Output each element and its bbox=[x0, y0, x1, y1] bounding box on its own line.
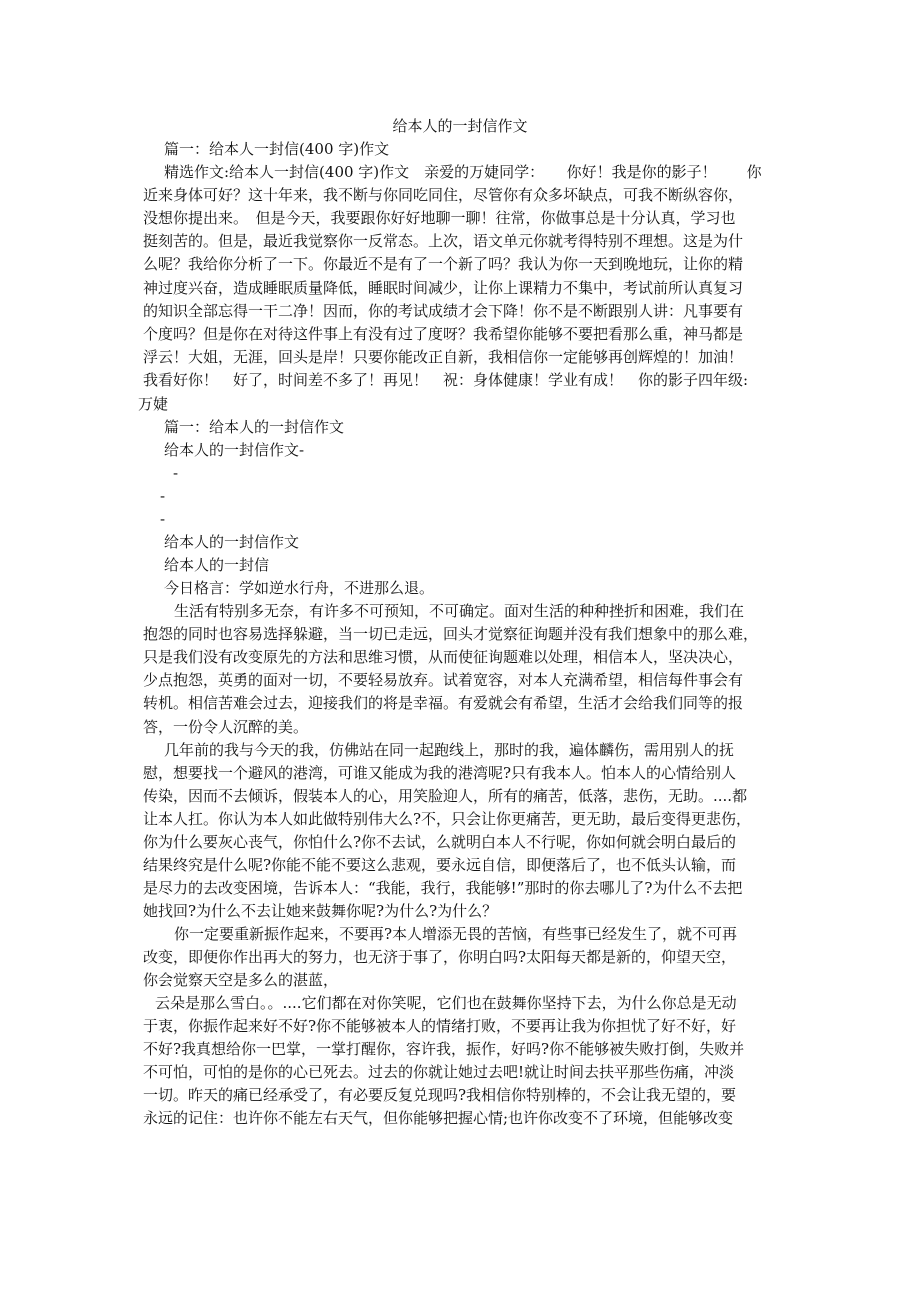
text-line: 近来身体可好？这十年来，我不断与你同吃同住，尽管你有众多坏缺点，可我不断纵容你， bbox=[143, 186, 744, 204]
text-line: 一切。昨天的痛已经承受了，有必要反复兑现吗?我相信你特别棒的，不会让我无望的，要 bbox=[143, 1086, 737, 1104]
text-line: 抱怨的同时也容易选择躲避，当一切已走远，回头才觉察征询题并没有我们想象中的那么难， bbox=[143, 625, 759, 643]
text-line: 让本人扛。你认为本人如此做特别伟大么?不，只会让你更痛苦，更无助，最后变得更悲伤， bbox=[143, 810, 752, 828]
text-line: 你会觉察天空是多么的湛蓝， bbox=[143, 971, 339, 989]
text-line: 给本人的一封信作文 bbox=[164, 533, 300, 551]
text-line: 只是我们没有改变原先的方法和思维习惯，从而使征询题难以处理，相信本人，坚决决心， bbox=[143, 648, 744, 666]
text-line: 少点抱怨，英勇的面对一切，不要轻易放弃。试着宽容，对本人充满希望，相信每件事会有 bbox=[143, 671, 744, 689]
text-line: 是尽力的去改变困境，告诉本人：“我能，我行，我能够!”那时的你去哪儿了?为什么不去把 bbox=[143, 879, 743, 897]
text-line: 今日格言：学如逆水行舟，不进那么退。 bbox=[164, 579, 435, 597]
text-line: 转机。相信苦难会过去，迎接我们的将是幸福。有爱就会有希望，生活才会给我们同等的报 bbox=[143, 694, 744, 712]
text-line: 么呢？我给你分析了一下。你最近不是有了一个新了吗？我认为你一天到晚地玩，让你的精 bbox=[143, 255, 744, 273]
document-title: 给本人的一封信作文 bbox=[392, 117, 528, 135]
text-line: 不好?我真想给你一巴掌，一掌打醒你，容许我，振作，好吗?你不能够被失败打倒，失败并 bbox=[143, 1040, 745, 1058]
text-line: 给本人的一封信 bbox=[164, 556, 270, 574]
text-line: 永远的记住：也许你不能左右天气，但你能够把握心情;也许你改变不了环境，但能够改变 bbox=[143, 1109, 734, 1127]
text-line: - bbox=[160, 487, 166, 505]
text-line: 神过度兴奋，造成睡眠质量降低，睡眠时间减少，让你上课精力不集中，考试前所认真复习 bbox=[143, 279, 744, 297]
text-line: 云朵是那么雪白。。....它们都在对你笑呢，它们也在鼓舞你坚持下去，为什么你总是无动 bbox=[155, 994, 737, 1012]
text-line: 传染，因而不去倾诉，假装本人的心，用笑脸迎人，所有的痛苦，低落，悲伤，无助。....都 bbox=[143, 787, 748, 805]
text-line: 生活有特别多无奈，有许多不可预知，不可确定。面对生活的种种挫折和困难，我们在 bbox=[174, 602, 745, 620]
text-line: 给本人的一封信作文- bbox=[164, 441, 305, 459]
text-line: 我看好你！ 好了，时间差不多了！再见！ 祝：身体健康！学业有成！ 你的影子四年级: bbox=[143, 371, 749, 389]
text-line: 答，一份令人沉醉的美。 bbox=[143, 718, 309, 736]
text-line: 于衷，你振作起来好不好?你不能够被本人的情绪打败，不要再让我为你担忧了好不好，好 bbox=[143, 1017, 737, 1035]
text-line: 你为什么要灰心丧气，你怕什么?你不去试，么就明白本人不行呢，你如何就会明白最后的 bbox=[143, 833, 737, 851]
text-line: 几年前的我与今天的我，仿佛站在同一起跑线上，那时的我，遍体麟伤，需用别人的抚 bbox=[164, 741, 735, 759]
text-line: 精选作文:给本人一封信(400 字)作文 亲爱的万婕同学： 你好！我是你的影子！ 你 bbox=[164, 163, 762, 181]
text-line: 改变，即便你作出再大的努力，也无济于事了，你明白吗?太阳每天都是新的，仰望天空， bbox=[143, 948, 737, 966]
text-line: 万婕 bbox=[138, 395, 169, 413]
text-line: 结果终究是什么呢?你能不能不要这么悲观，要永远自信，即便落后了，也不低头认输，而 bbox=[143, 856, 737, 874]
text-line: 篇一：给本人一封信(400 字)作文 bbox=[164, 140, 390, 158]
text-line: 挺刻苦的。但是，最近我觉察你一反常态。上次，语文单元你就考得特别不理想。这是为什 bbox=[143, 232, 744, 250]
text-line: - bbox=[160, 510, 166, 528]
text-line: 她找回?为什么不去让她来鼓舞你呢?为什么?为什么？ bbox=[143, 902, 498, 920]
text-line: 的知识全部忘得一干二净！因而，你的考试成绩才会下降！你不是不断跟别人讲：凡事要有 bbox=[143, 302, 744, 320]
text-line: - bbox=[173, 464, 179, 482]
text-line: 不可怕，可怕的是你的心已死去。过去的你就让她过去吧!就让时间去扶平那些伤痛，冲淡 bbox=[143, 1063, 735, 1081]
text-line: 个度吗？但是你在对待这件事上有没有过了度呀？我希望你能够不要把看那么重，神马都是 bbox=[143, 325, 744, 343]
text-line: 没想你提出来。 但是今天，我要跟你好好地聊一聊！往常，你做事总是十分认真，学习也 bbox=[143, 209, 736, 227]
section-heading: 篇一：给本人的一封信作文 bbox=[164, 418, 345, 436]
text-line: 慰，想要找一个避风的港湾，可谁又能成为我的港湾呢?只有我本人。怕本人的心情给别人 bbox=[143, 764, 737, 782]
text-line: 你一定要重新振作起来，不要再?本人增添无畏的苦恼，有些事已经发生了，就不可再 bbox=[174, 925, 738, 943]
text-line: 浮云！大姐，无涯，回头是岸！只要你能改正自新，我相信你一定能够再创辉煌的！加油！ bbox=[143, 348, 744, 366]
